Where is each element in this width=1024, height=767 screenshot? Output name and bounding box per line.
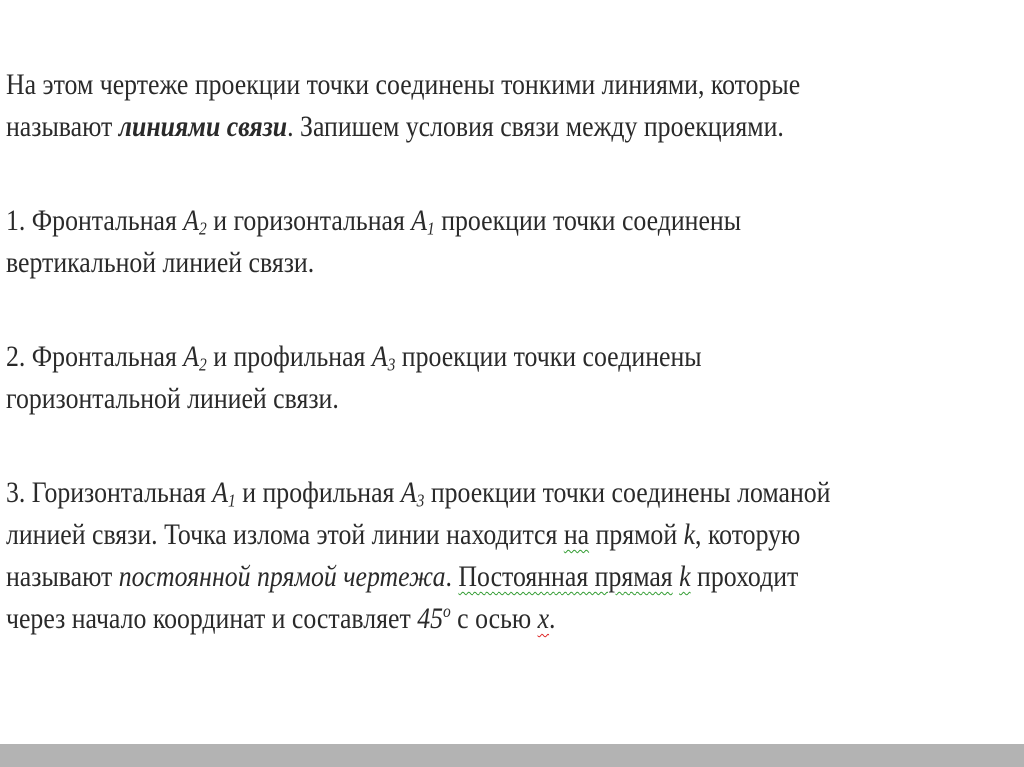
text-body (6, 64, 880, 692)
bottom-bar (0, 744, 1024, 767)
term-linii-svyazi: линиями связи (118, 110, 288, 143)
text-line: линией связи. Точка излома этой линии находится на прямой k, которую (6, 518, 801, 551)
text-line: вертикальной линией связи. (6, 246, 315, 279)
text-line: называют линиями связи. Запишем условия связи между проекциями. (6, 110, 784, 143)
text-line: называют постоянной прямой чертежа. Постоянная прямая k проходит (6, 560, 799, 593)
grammar-flag-postoyannaya: Постоянная прямая (458, 560, 673, 593)
symbol-a3: $A_3$ (371, 340, 396, 375)
grammar-flag-na: на (563, 518, 590, 551)
text-line: 2. Фронтальная $A_2$ и профильная $A_3$ проекции точки соединены (6, 340, 702, 375)
angle-45-degrees: 45$^o$ (417, 601, 451, 635)
paragraph-condition-2 (6, 336, 880, 420)
term-postoyannaya-pryamaya: постоянной прямой чертежа (118, 560, 446, 593)
symbol-a2: $A_2$ (183, 204, 207, 239)
text-line: 3. Горизонтальная $A_1$ и профильная $A_3$ проекции точки соединены ломаной (6, 476, 831, 511)
paragraph-condition-3 (6, 472, 880, 640)
symbol-k: k (683, 518, 696, 551)
symbol-k: k (679, 560, 691, 593)
top-border (0, 0, 1024, 12)
symbol-a1: $A_1$ (212, 476, 236, 511)
symbol-a2: $A_2$ (183, 340, 207, 375)
text-line: через начало координат и составляет 45$^o$ с осью x. (6, 601, 556, 635)
symbol-x: x (537, 602, 550, 635)
paragraph-condition-1 (6, 200, 880, 284)
text-line: На этом чертеже проекции точки соединены тонкими линиями, которые (6, 68, 801, 101)
text-line: горизонтальной линией связи. (6, 382, 339, 415)
symbol-a3: $A_3$ (400, 476, 425, 511)
symbol-a1: $A_1$ (411, 204, 435, 239)
paragraph-intro (6, 64, 880, 148)
text-line: 1. Фронтальная $A_2$ и горизонтальная $A_1$ проекции точки соединены (6, 204, 742, 239)
